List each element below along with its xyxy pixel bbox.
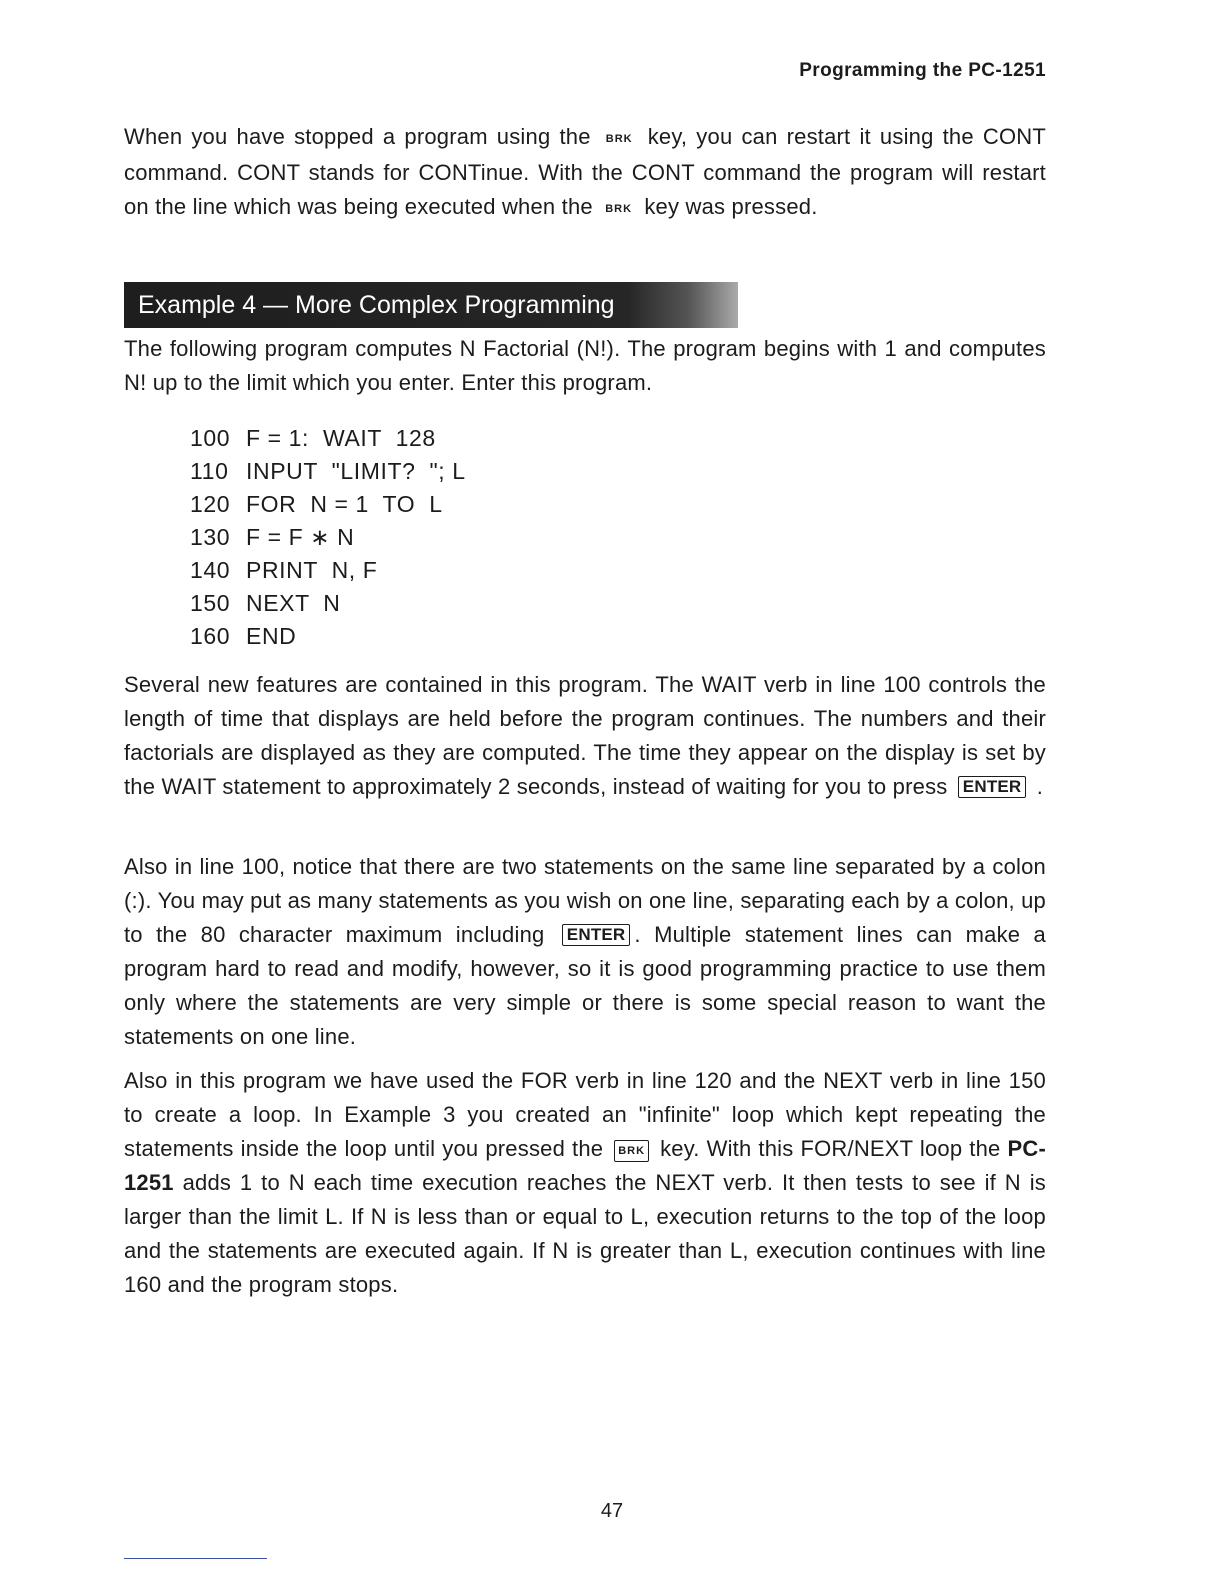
brk-key-label: BRK [614, 1140, 649, 1162]
colon-paragraph [124, 850, 1046, 1054]
page-number: 47 [600, 1500, 624, 1522]
loop-text-1: Also in this program we have used the FOR verb in line 120 and the NEXT verb in line 150 to create a loop. In Example 3 you created an "infinite" loop which kept repeating the statements inside the loop until you pressed the [124, 1068, 1046, 1161]
program-line [190, 554, 466, 587]
colon-text-2: . Multiple statement lines can make a program hard to read and modify, however, so it is good programming practice to use them only where the statements are very simple or there is some special reason to want the statements on one line. [124, 922, 1046, 1049]
wait-text-2: . [1036, 774, 1044, 799]
colon-text-1: Also in line 100, notice that there are two statements on the same line separated by a colon (:). You may put as many statements as you wish on one line, separating each by a colon, up to the 80 character maximum including [124, 854, 1046, 947]
program-line [190, 488, 466, 521]
footer-rule [124, 1558, 267, 1559]
line-number: 120 [190, 491, 231, 517]
program-line [190, 422, 466, 455]
line-code: END [246, 623, 297, 649]
line-code: NEXT N [246, 590, 341, 616]
program-line [190, 587, 466, 620]
wait-text-1: Several new features are contained in this program. The WAIT verb in line 100 controls the length of time that displays are held before the program continues. The numbers and their factorials are displayed as they are computed. The time they appear on the display is set by the WAIT statement to approximately 2 seconds, instead of waiting for you to press [124, 672, 1046, 799]
line-code: FOR N = 1 TO L [246, 491, 443, 517]
intro-text-3: key was pressed. [644, 194, 818, 219]
line-number: 140 [190, 557, 231, 583]
program-line [190, 620, 466, 653]
line-code: F = 1: WAIT 128 [246, 425, 436, 451]
program-line [190, 521, 466, 554]
line-code: PRINT N, F [246, 557, 378, 583]
line-number: 100 [190, 425, 231, 451]
loop-paragraph [124, 1064, 1046, 1302]
wait-paragraph [124, 668, 1046, 804]
program-line [190, 455, 466, 488]
enter-key-label: ENTER [958, 776, 1027, 798]
line-number: 110 [190, 458, 229, 484]
line-code: INPUT "LIMIT? "; L [246, 458, 466, 484]
intro-text-2: key, you can restart it using the CONT command. CONT stands for CONTinue. With the CONT command the program will restart on the line which was being executed when the [124, 124, 1047, 219]
intro-text-1: When you have stopped a program using the [124, 124, 591, 149]
enter-key-label: ENTER [562, 924, 631, 946]
line-number: 150 [190, 590, 231, 616]
description-paragraph: The following program computes N Factorial (N!). The program begins with 1 and computes N! up to the limit which you enter. Enter this program. [124, 336, 1046, 395]
brk-key-label: BRK [605, 133, 633, 145]
intro-paragraph [124, 120, 1046, 226]
program-listing [190, 422, 466, 653]
loop-text-3: adds 1 to N each time execution reaches the NEXT verb. It then tests to see if N is larger than the limit L. If N is less than or equal to L, execution returns to the top of the loop and the statements are executed again. If N is greater than L, execution continues with line 160 and the program stops. [124, 1170, 1046, 1297]
section-heading: Example 4 — More Complex Programming [124, 282, 738, 328]
model-name: PC-1251 [124, 1136, 1047, 1195]
loop-text-2: key. With this FOR/NEXT loop the [660, 1136, 1001, 1161]
running-header: Programming the PC-1251 [799, 60, 1046, 81]
line-code: F = F ∗ N [246, 524, 355, 550]
line-number: 130 [190, 524, 231, 550]
brk-key-label: BRK [605, 203, 633, 215]
line-number: 160 [190, 623, 231, 649]
